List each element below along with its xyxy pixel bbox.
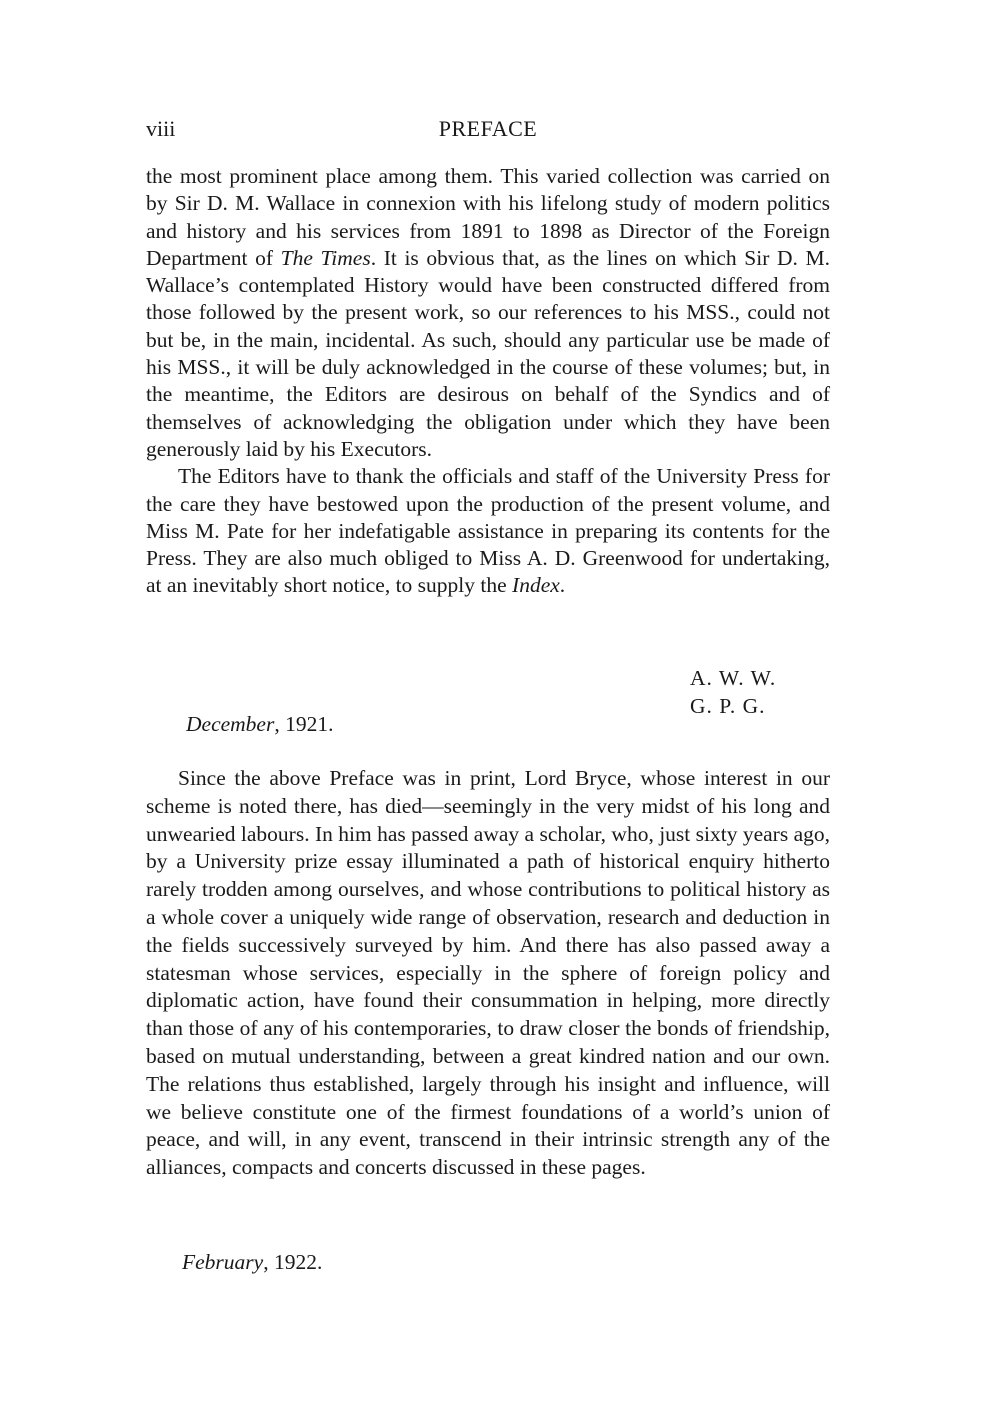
preface-date-year: , 1921.: [274, 712, 334, 736]
paragraph-1-text-b: . It is obvious that, as the lines on which Sir D. M. Wallace’s contemplated History would have been constructed differed from those followed by the present work, so our references to his MSS., could not but be, in the main, incidental. As such, should any particular use be made of his MSS., it will be duly acknowledged in the course of these volumes; but, in the meantime, the Editors are desirous on behalf of the Syndics and of themselves of acknowledging the obligation under which they have been generously laid by his Executors.: [146, 245, 830, 461]
preface-section: [146, 163, 830, 600]
postscript-date-month: February: [182, 1250, 264, 1274]
preface-date-month: December: [186, 712, 275, 736]
preface-date: [186, 712, 333, 737]
postscript-section: [146, 765, 830, 1182]
preface-paragraph-2: [146, 463, 830, 599]
paragraph-1-text-a: the most prominent place among them. This varied collection was carried on by Sir D. M. Wallace in connexion with his lifelong study of modern politics and history and his services from 1891 to 1898 as Director of the Foreign Department of: [146, 164, 830, 270]
signature-line-2: G. P. G.: [690, 693, 766, 718]
paragraph-2-text-a: The Editors have to thank the officials and staff of the University Press for the care they have bestowed upon the production of the present volume, and Miss M. Pate for her indefatigable assistance in preparing its contents for the Press. They are also much obliged to Miss A. D. Greenwood for undertaking, at an inevitably short notice, to supply the: [146, 464, 830, 598]
page-title: PREFACE: [438, 116, 538, 141]
running-head: [146, 116, 830, 146]
times-title-italic: The Times: [280, 245, 371, 270]
postscript-date: [182, 1250, 322, 1275]
editor-signature: [690, 665, 776, 720]
preface-paragraph-1: [146, 163, 830, 463]
paragraph-2-text-b: .: [559, 573, 566, 598]
page-number: viii: [146, 116, 176, 141]
postscript-paragraph: Since the above Preface was in print, Lord Bryce, whose interest in our scheme is noted there, has died—seemingly in the very midst of his long and unwearied labours. In him has passed away a scholar, who, just sixty years ago, by a University prize essay illuminated a path of historical enquiry hitherto rarely trodden among ourselves, and whose contributions to political history as a whole cover a uniquely wide range of observation, research and deduction in the fields successively surveyed by him. And there has also passed away a statesman whose services, especially in the sphere of foreign policy and diplomatic action, have found their consummation in helping, more directly than those of any of his contemporaries, to draw closer the bonds of friendship, based on mutual understanding, between a great kindred nation and our own. The relations thus established, largely through his insight and influence, will we believe constitute one of the firmest foundations of a world’s union of peace, and will, in any event, transcend in their intrinsic strength any of the alliances, compacts and concerts discussed in these pages.: [146, 766, 830, 1180]
index-italic: Index: [512, 573, 560, 598]
postscript-date-year: , 1922.: [263, 1250, 323, 1274]
signature-line-1: A. W. W.: [690, 666, 777, 690]
